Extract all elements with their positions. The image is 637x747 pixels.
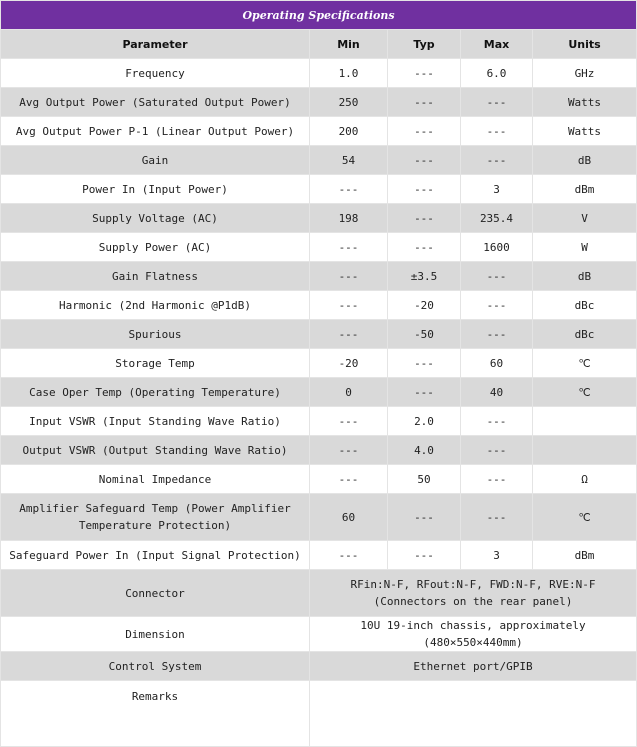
units-cell: dBc [533,291,637,320]
parameter-cell: Avg Output Power (Saturated Output Power) [1,88,310,117]
min-cell: 1.0 [310,59,388,88]
units-cell: dBm [533,175,637,204]
units-cell: ℃ [533,494,637,541]
min-cell: 198 [310,204,388,233]
max-cell: --- [461,494,533,541]
typ-cell: 4.0 [388,436,461,465]
table-row [1,59,637,88]
max-cell: 60 [461,349,533,378]
max-cell: --- [461,465,533,494]
parameter-cell: Harmonic (2nd Harmonic @P1dB) [1,291,310,320]
max-cell: 3 [461,541,533,570]
typ-cell: -50 [388,320,461,349]
min-cell: --- [310,320,388,349]
connector-label: Connector [1,570,310,617]
header-max: Max [461,30,533,59]
table-row [1,349,637,378]
min-cell: 60 [310,494,388,541]
min-cell: --- [310,407,388,436]
units-cell: W [533,233,637,262]
table-row [1,465,637,494]
header-row [1,30,637,59]
typ-cell: 50 [388,465,461,494]
parameter-cell: Gain Flatness [1,262,310,291]
max-cell: 1600 [461,233,533,262]
parameter-cell: Output VSWR (Output Standing Wave Ratio) [1,436,310,465]
max-cell: --- [461,146,533,175]
table-row-control-system [1,652,637,681]
min-cell: 54 [310,146,388,175]
units-cell: Watts [533,117,637,146]
max-cell: 3 [461,175,533,204]
header-typ: Typ [388,30,461,59]
typ-cell: --- [388,233,461,262]
parameter-cell: Supply Voltage (AC) [1,204,310,233]
max-cell: 6.0 [461,59,533,88]
min-cell: --- [310,465,388,494]
table-row-dimension [1,617,637,652]
table-row [1,494,637,541]
max-cell: --- [461,262,533,291]
parameter-cell: Safeguard Power In (Input Signal Protection) [1,541,310,570]
control-system-label: Control System [1,652,310,681]
table-row [1,291,637,320]
max-cell: 40 [461,378,533,407]
remarks-value [310,681,637,747]
parameter-cell: Spurious [1,320,310,349]
min-cell: --- [310,262,388,291]
parameter-cell: Supply Power (AC) [1,233,310,262]
table-row [1,204,637,233]
parameter-cell: Storage Temp [1,349,310,378]
max-cell: --- [461,88,533,117]
typ-cell: --- [388,378,461,407]
min-cell: --- [310,233,388,262]
min-cell: -20 [310,349,388,378]
max-cell: --- [461,320,533,349]
typ-cell: --- [388,88,461,117]
max-cell: --- [461,117,533,146]
remarks-label: Remarks [1,681,310,747]
typ-cell: --- [388,204,461,233]
table-row [1,541,637,570]
parameter-cell: Avg Output Power P-1 (Linear Output Power) [1,117,310,146]
typ-cell: --- [388,541,461,570]
parameter-cell: Gain [1,146,310,175]
units-cell: ℃ [533,378,637,407]
typ-cell: --- [388,59,461,88]
parameter-cell: Amplifier Safeguard Temp (Power Amplifier Temperature Protection) [1,494,310,541]
typ-cell: -20 [388,291,461,320]
parameter-cell: Power In (Input Power) [1,175,310,204]
header-units: Units [533,30,637,59]
dimension-label: Dimension [1,617,310,652]
table-row [1,407,637,436]
max-cell: --- [461,436,533,465]
min-cell: 200 [310,117,388,146]
typ-cell: ±3.5 [388,262,461,291]
units-cell: ℃ [533,349,637,378]
min-cell: 0 [310,378,388,407]
parameter-cell: Case Oper Temp (Operating Temperature) [1,378,310,407]
table-row [1,378,637,407]
table-row-remarks [1,681,637,747]
parameter-cell: Input VSWR (Input Standing Wave Ratio) [1,407,310,436]
units-cell: Ω [533,465,637,494]
units-cell: V [533,204,637,233]
table-row [1,262,637,291]
table-row-connector [1,570,637,617]
units-cell: dB [533,146,637,175]
table-row [1,117,637,146]
units-cell [533,407,637,436]
table-row [1,436,637,465]
parameter-cell: Frequency [1,59,310,88]
dimension-value: 10U 19-inch chassis, approximately (480×550×440mm) [310,617,637,652]
connector-value: RFin:N-F, RFout:N-F, FWD:N-F, RVE:N-F (Connectors on the rear panel) [310,570,637,617]
control-system-value: Ethernet port/GPIB [310,652,637,681]
table-row [1,88,637,117]
units-cell: dB [533,262,637,291]
typ-cell: 2.0 [388,407,461,436]
typ-cell: --- [388,494,461,541]
min-cell: --- [310,291,388,320]
units-cell: dBc [533,320,637,349]
units-cell: GHz [533,59,637,88]
typ-cell: --- [388,117,461,146]
table-row [1,320,637,349]
table-title: Operating Specifications [1,1,637,30]
typ-cell: --- [388,146,461,175]
typ-cell: --- [388,349,461,378]
parameter-cell: Nominal Impedance [1,465,310,494]
max-cell: --- [461,407,533,436]
min-cell: --- [310,175,388,204]
max-cell: 235.4 [461,204,533,233]
units-cell: Watts [533,88,637,117]
min-cell: 250 [310,88,388,117]
header-min: Min [310,30,388,59]
table-row [1,146,637,175]
typ-cell: --- [388,175,461,204]
units-cell [533,436,637,465]
max-cell: --- [461,291,533,320]
header-parameter: Parameter [1,30,310,59]
min-cell: --- [310,436,388,465]
min-cell: --- [310,541,388,570]
table-row [1,233,637,262]
title-row [1,1,637,30]
table-row [1,175,637,204]
units-cell: dBm [533,541,637,570]
